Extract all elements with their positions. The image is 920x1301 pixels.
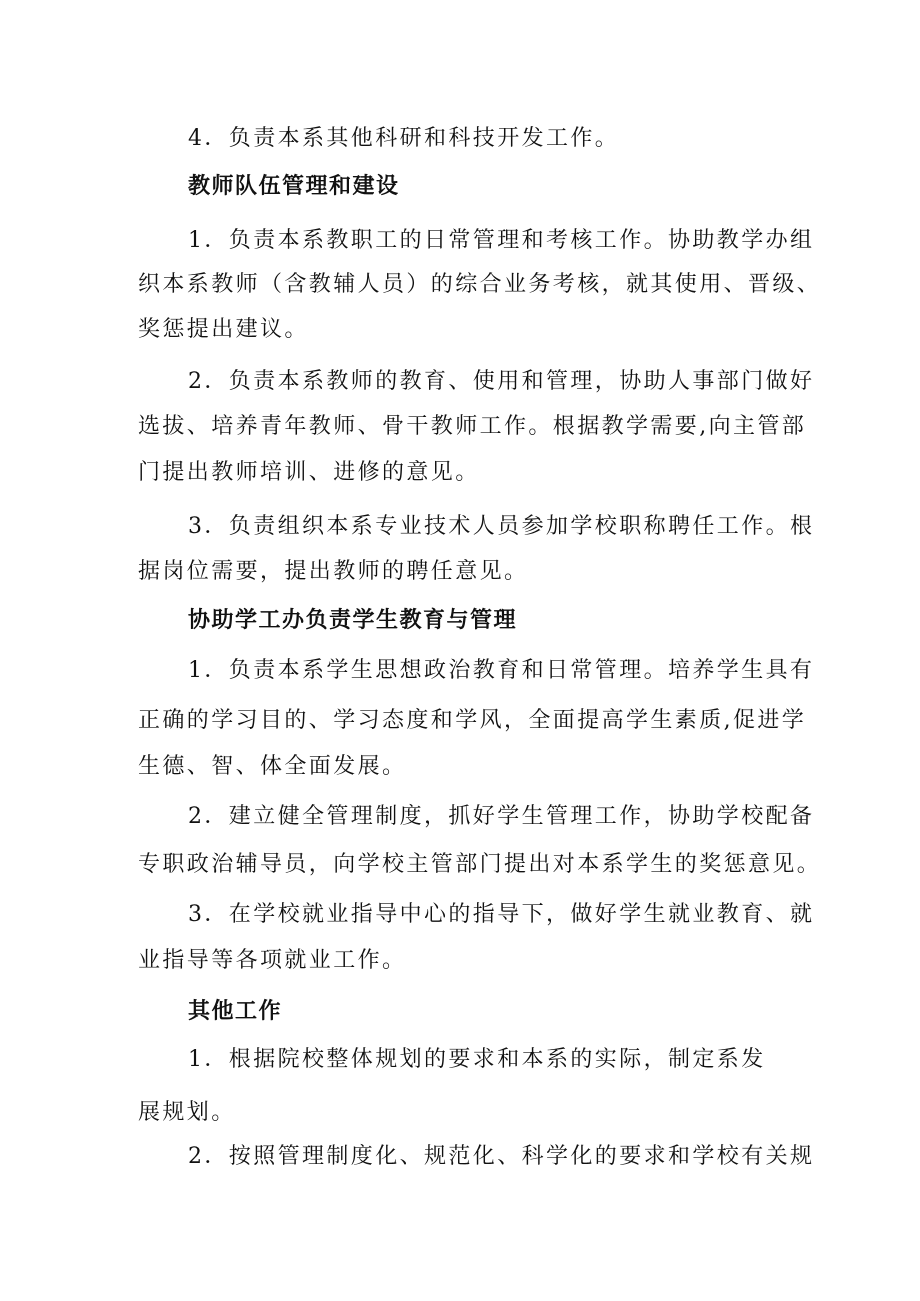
paragraph-line: 生德、智、体全面发展。 [138,754,407,779]
paragraph-line: 3．在学校就业指导中心的指导下，做好学生就业教育、就 [188,902,815,927]
section-heading-teacher-management: 教师队伍管理和建设 [188,174,400,199]
paragraph-line: 1．根据院校整体规划的要求和本系的实际，制定系发 [188,1047,766,1072]
paragraph-line: 选拔、培养青年教师、骨干教师工作。根据教学需要,向主管部 [138,414,807,439]
paragraph-line: 业指导等各项就业工作。 [138,948,407,973]
paragraph-line: 奖惩提出建议。 [138,317,309,342]
paragraph-line: 正确的学习目的、学习态度和学风，全面提高学生素质,促进学 [138,708,807,733]
paragraph-line: 1．负责本系教职工的日常管理和考核工作。协助教学办组 [188,228,815,253]
paragraph-line: 3．负责组织本系专业技术人员参加学校职称聘任工作。根 [188,514,815,539]
section-heading-other-work: 其他工作 [188,999,283,1024]
paragraph-line: 据岗位需要，提出教师的聘任意见。 [138,559,529,584]
paragraph-line: 门提出教师培训、进修的意见。 [138,460,480,485]
paragraph-line: 织本系教师（含教辅人员）的综合业务考核，就其使用、晋级、 [138,272,822,297]
paragraph-line: 2．建立健全管理制度，抓好学生管理工作，协助学校配备 [188,804,815,829]
paragraph-line: 2．负责本系教师的教育、使用和管理，协助人事部门做好 [188,369,815,394]
paragraph-line: 展规划。 [138,1100,236,1125]
section-heading-student-management: 协助学工办负责学生教育与管理 [188,608,518,633]
paragraph-line: 2．按照管理制度化、规范化、科学化的要求和学校有关规 [188,1144,815,1169]
paragraph-line: 专职政治辅导员，向学校主管部门提出对本系学生的奖惩意见。 [138,852,822,877]
paragraph-line: 1．负责本系学生思想政治教育和日常管理。培养学生具有 [188,658,815,683]
list-item-research-4: 4．负责本系其他科研和科技开发工作。 [188,126,620,151]
